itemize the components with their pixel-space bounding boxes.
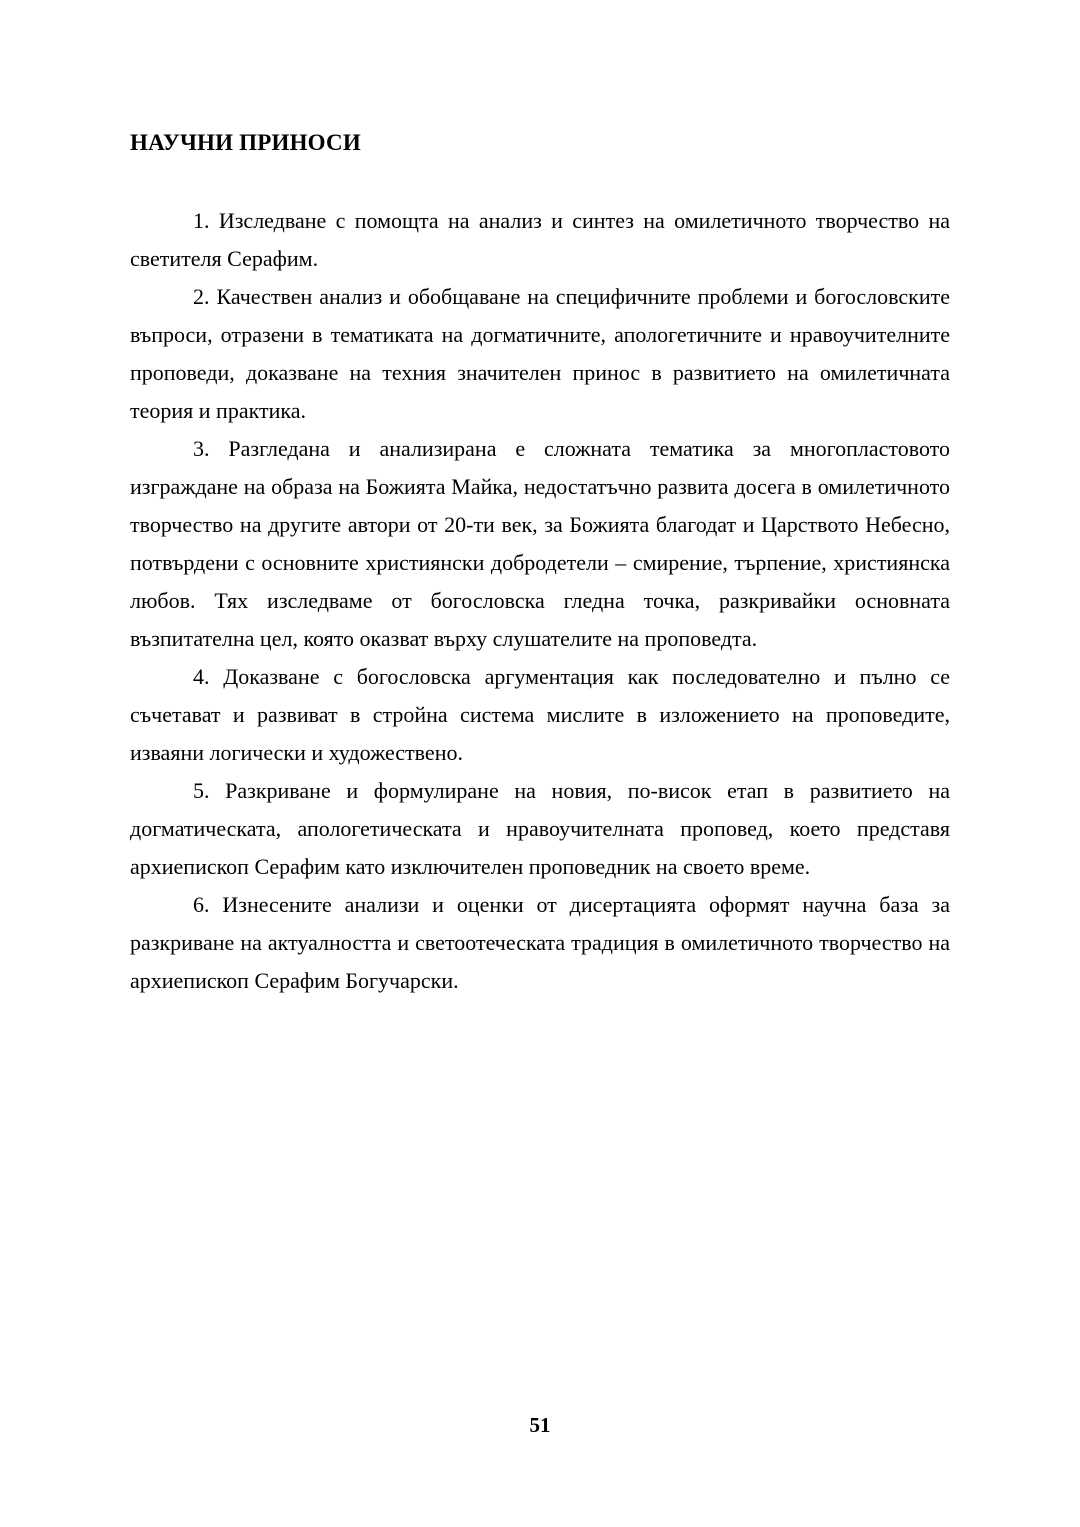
contribution-item-3: 3. Разгледана и анализирана е сложната тематика за многопластовото изграждане на образа на Божията Майка, недостатъчно развита досега в омилетичното творчество на другите автори от 20-ти век, за Божията благодат и Царството Небесно, потвърдени с основните християнски добродетели – смирение, търпение, християнска любов. Тях изследваме от богословска гледна точка, разкривайки основната възпитателна цел, която оказват върху слушателите на проповедта. xyxy=(130,436,950,651)
section-heading: НАУЧНИ ПРИНОСИ xyxy=(130,130,361,155)
contribution-item-2: 2. Качествен анализ и обобщаване на специфичните проблеми и богословските въпроси, отразени в тематиката на догматичните, апологетичните и нравоучителните проповеди, доказване на техния значителен принос в развитието на омилетичната теория и практика. xyxy=(130,284,950,423)
page-number: 51 xyxy=(529,1413,551,1437)
contributions-list xyxy=(130,202,950,1000)
contribution-item-6: 6. Изнесените анализи и оценки от дисертацията оформят научна база за разкриване на актуалността и светоотеческата традиция в омилетичното творчество на архиепископ Серафим Богучарски. xyxy=(130,892,950,993)
contribution-item-1: 1. Изследване с помощта на анализ и синтез на омилетичното творчество на светителя Серафим. xyxy=(130,208,950,271)
contribution-item-5: 5. Разкриване и формулиране на новия, по-висок етап в развитието на догматическата, апологетическата и нравоучителната проповед, което представя архиепископ Серафим като изключителен проповедник на своето време. xyxy=(130,778,950,879)
contribution-item-4: 4. Доказване с богословска аргументация как последователно и пълно се съчетават и развиват в стройна система мислите в изложението на проповедите, изваяни логически и художествено. xyxy=(130,664,950,765)
